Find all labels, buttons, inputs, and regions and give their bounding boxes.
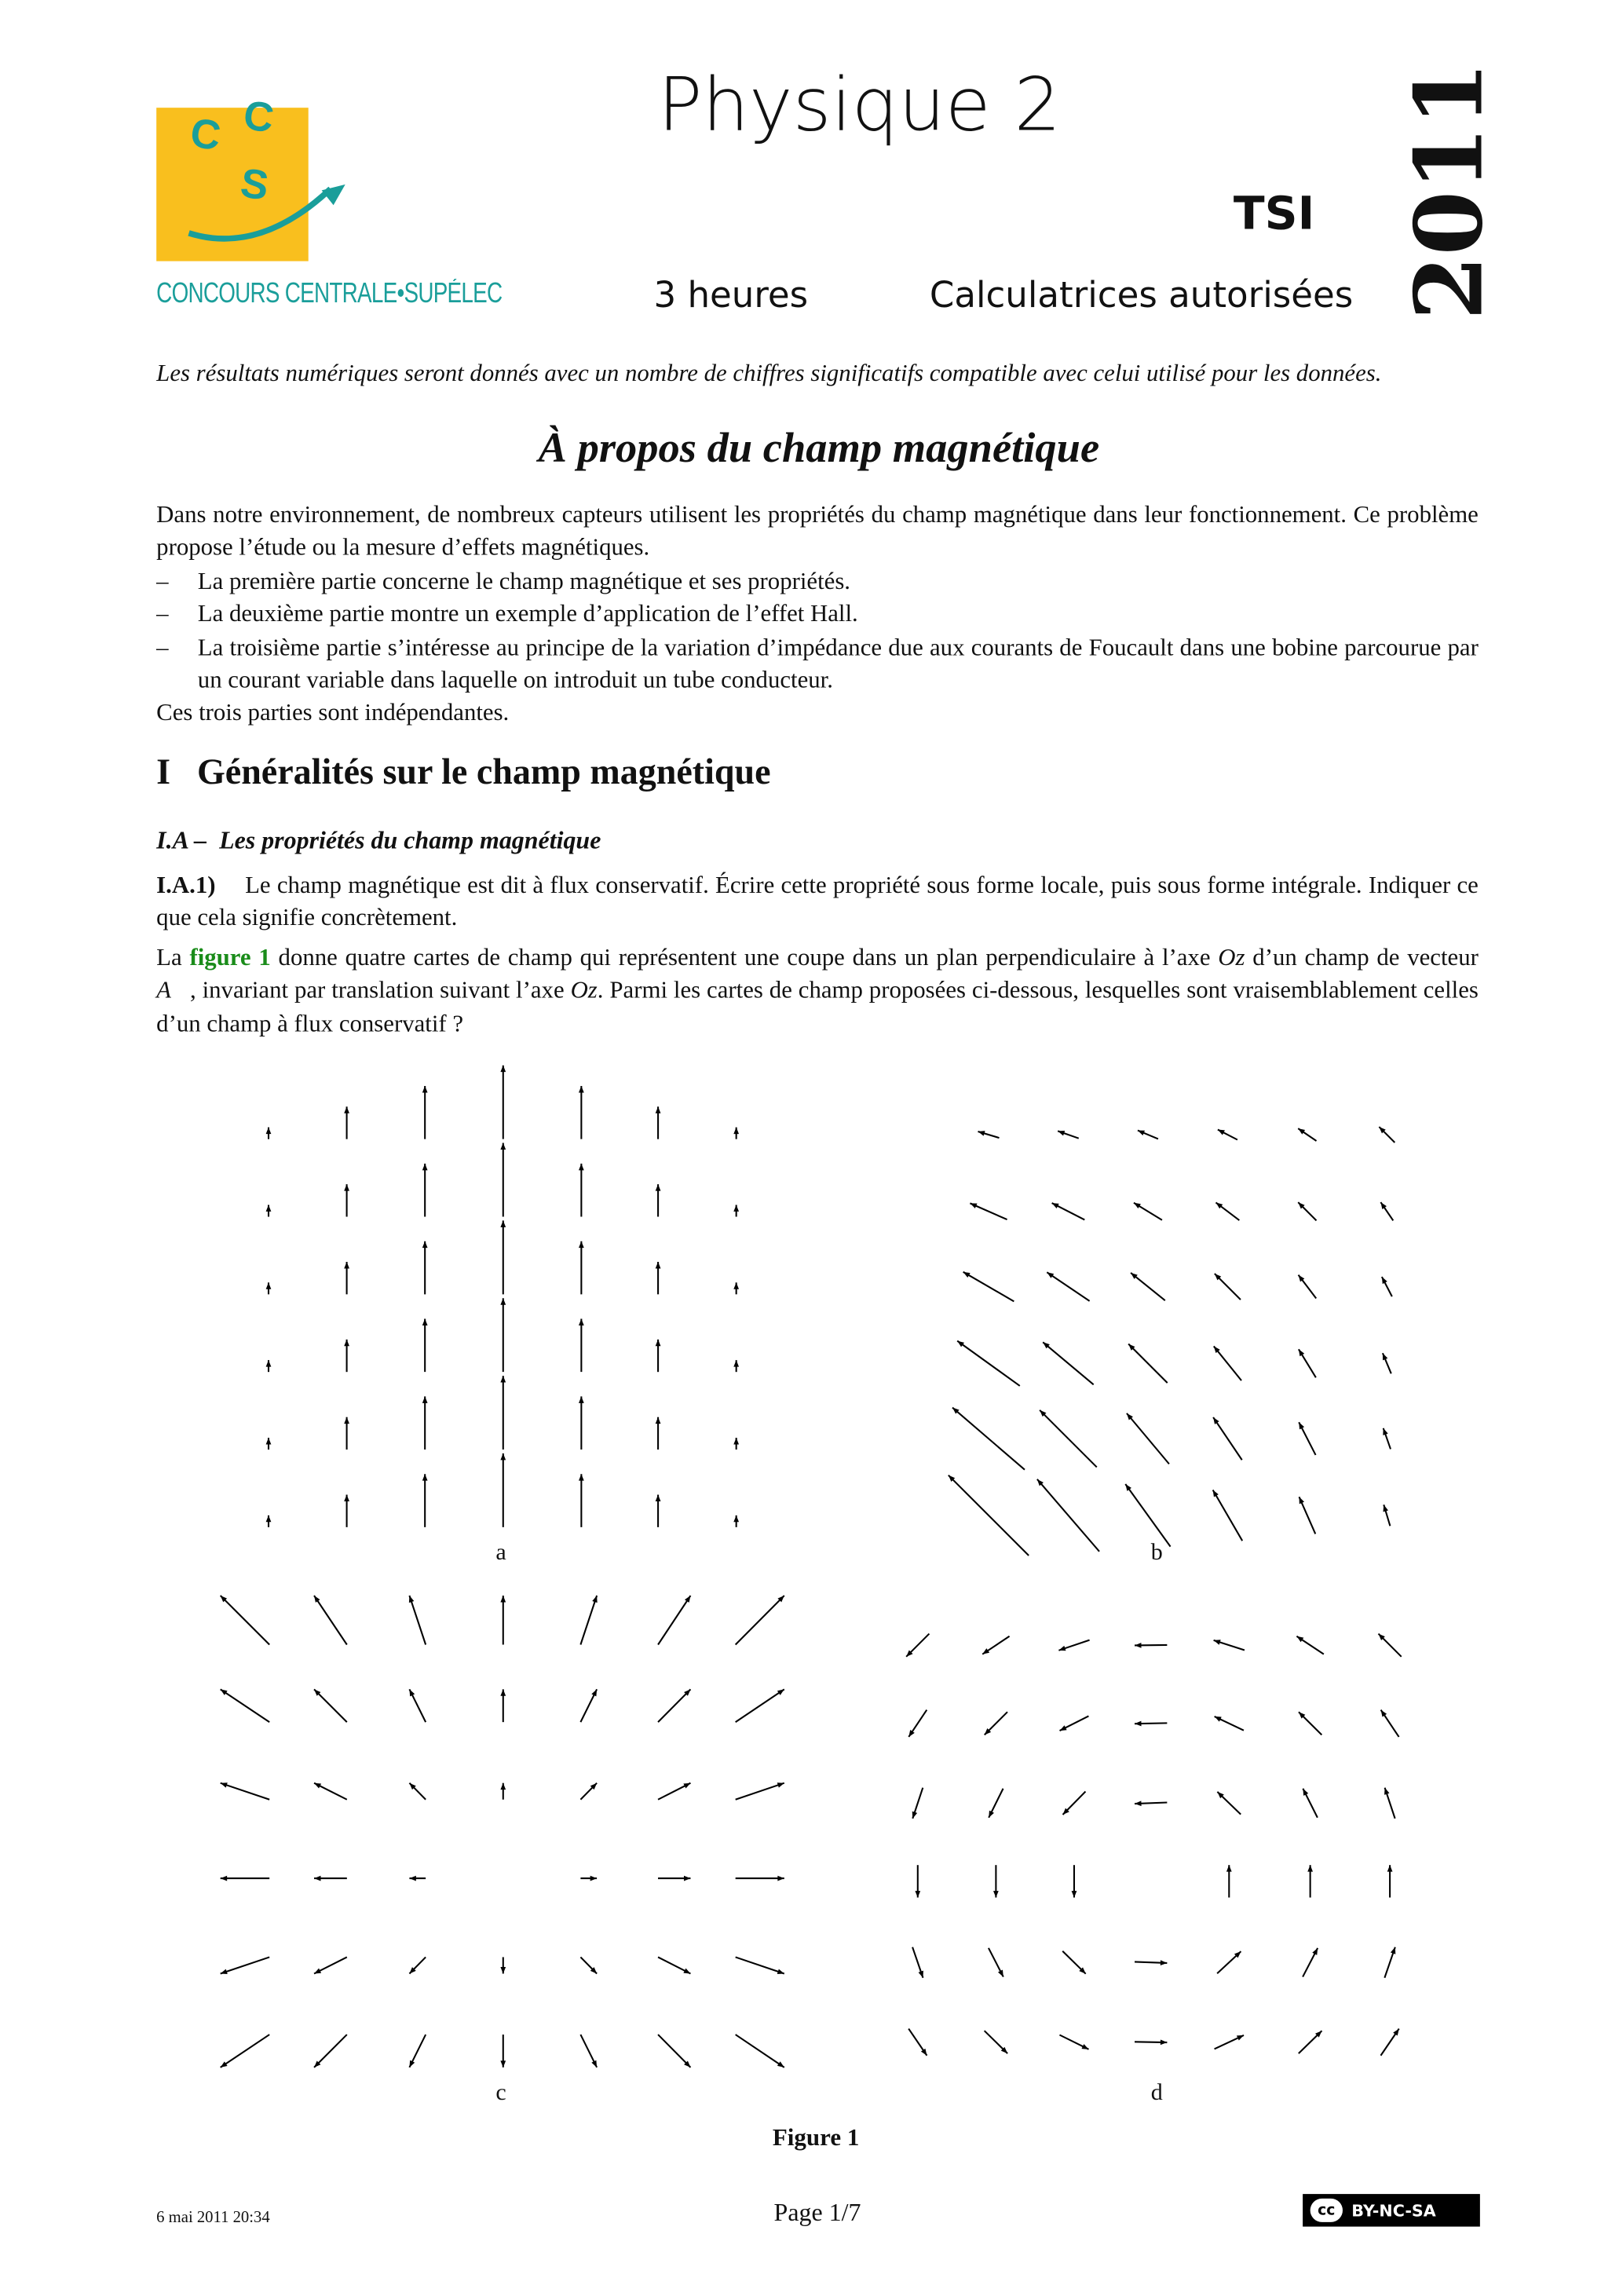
arrow-field-c <box>314 1957 347 1973</box>
text: donne quatre cartes de champ qui représentent une coupe dans un plan perpendiculaire à l’axe <box>270 942 1219 971</box>
arrow-field-a <box>656 1417 661 1450</box>
intro-closing: Ces trois parties sont indépendantes. <box>156 698 510 727</box>
arrow-field-c <box>736 1957 784 1974</box>
arrow-field-a <box>579 1241 584 1295</box>
arrow-field-c <box>314 1689 347 1722</box>
arrow-field-b <box>1213 1490 1243 1541</box>
arrow-field-a <box>579 1396 584 1450</box>
arrow-field-d <box>1135 1960 1167 1965</box>
arrow-field-d <box>1058 1640 1089 1651</box>
field-label-b: b <box>1150 1540 1163 1566</box>
arrow-field-c <box>500 1596 506 1644</box>
track-label: TSI <box>1233 187 1315 241</box>
subsection-title: Les propriétés du champ magnétique <box>219 826 601 854</box>
arrow-field-d <box>906 1634 929 1657</box>
arrow-field-b <box>1298 1202 1316 1220</box>
arrow-field-c <box>409 1596 426 1644</box>
arrow-field-c <box>221 1782 269 1800</box>
arrow-field-b <box>1127 1413 1169 1464</box>
arrow-field-a <box>500 1220 506 1294</box>
arrow-field-d <box>1135 1643 1167 1648</box>
arrow-field-a <box>266 1282 272 1294</box>
arrow-field-a <box>733 1205 739 1216</box>
arrow-field-b <box>1299 1349 1316 1377</box>
arrow-field-a <box>422 1241 428 1295</box>
arrow-field-b <box>1131 1273 1165 1300</box>
text: . Parmi les cartes de champ proposées ci-dessous, lesquelles sont vraisemblablement celles d’un champ à flux conservatif ? <box>156 975 1479 1037</box>
arrow-field-c <box>314 2035 347 2067</box>
math-oz: Oz <box>1218 942 1245 971</box>
arrow-field-a <box>266 1128 272 1139</box>
arrow-field-c <box>580 1783 597 1800</box>
arrow-field-d <box>1060 1716 1089 1731</box>
field-label-d: d <box>1150 2080 1163 2106</box>
arrow-field-a <box>422 1396 428 1450</box>
arrow-field-c <box>500 1957 506 1973</box>
arrow-field-d <box>1303 1789 1317 1818</box>
arrow-field-b <box>957 1341 1020 1386</box>
arrow-field-d <box>915 1865 920 1897</box>
arrow-field-d <box>1299 2031 1322 2053</box>
arrow-field-b <box>1299 1497 1316 1534</box>
arrow-field-d <box>1384 1947 1395 1978</box>
arrow-field-a <box>500 1376 506 1450</box>
arrow-field-b <box>1218 1130 1237 1140</box>
arrow-field-a <box>344 1495 349 1527</box>
arrow-field-a <box>733 1128 739 1139</box>
arrow-field-d <box>1303 1948 1318 1977</box>
arrow-field-d <box>1217 1792 1241 1815</box>
year: 2011 <box>1394 61 1504 320</box>
arrow-field-d <box>912 1788 923 1819</box>
arrow-field-d <box>1378 1634 1401 1657</box>
arrow-field-b <box>1134 1203 1162 1220</box>
arrow-field-c <box>658 1689 690 1722</box>
list-item-text: La troisième partie s’intéresse au principe de la variation d’impédance due aux courants de Foucault dans une bobine parcourue par un courant variable dans laquelle on introduit un tube conducteur. <box>197 632 1479 694</box>
arrow-field-d <box>1072 1865 1077 1897</box>
problem-title: À propos du champ magnétique <box>538 425 1100 473</box>
svg-text:C: C <box>187 109 224 160</box>
arrow-field-a <box>422 1164 428 1217</box>
arrow-field-b <box>1299 1275 1317 1299</box>
arrow-field-b <box>1215 1202 1239 1220</box>
arrow-field-a <box>422 1319 428 1373</box>
arrow-field-c <box>221 1689 269 1722</box>
arrow-field-d <box>985 1712 1007 1735</box>
arrow-field-a <box>500 1453 506 1527</box>
arrow-field-d <box>1307 1865 1313 1897</box>
subsection-number: I.A – <box>156 826 207 854</box>
arrow-field-a <box>344 1340 349 1372</box>
arrow-field-c <box>409 1689 426 1722</box>
arrow-field-c <box>409 2035 426 2067</box>
arrow-field-c <box>736 2035 784 2067</box>
arrow-field-b <box>1058 1131 1079 1139</box>
dash: – <box>156 599 169 628</box>
arrow-field-a <box>733 1360 739 1372</box>
arrow-field-a <box>500 1143 506 1217</box>
instructions-note: Les résultats numériques seront donnés avec un nombre de chiffres significatifs compatible avec celui utilisé pour les données. <box>156 358 1382 387</box>
arrow-field-b <box>1043 1342 1093 1384</box>
intro-paragraph: Dans notre environnement, de nombreux capteurs utilisent les propriétés du champ magnétique dans leur fonctionnement. Ce problème propose l’étude ou la mesure d’effets magnétiques. <box>156 500 1479 561</box>
arrow-field-b <box>1215 1274 1241 1300</box>
arrow-field-c <box>314 1596 347 1644</box>
arrow-field-a <box>579 1474 584 1527</box>
arrow-field-a <box>733 1282 739 1294</box>
arrow-field-d <box>989 1948 1003 1977</box>
arrow-field-d <box>1135 1801 1167 1806</box>
arrow-field-d <box>1214 1640 1245 1650</box>
arrow-field-d <box>982 1636 1009 1654</box>
arrow-field-a <box>344 1417 349 1450</box>
arrow-field-d <box>1226 1865 1232 1897</box>
arrow-field-b <box>1380 1202 1393 1220</box>
arrow-field-c <box>658 2035 690 2067</box>
field-label-a: a <box>495 1540 506 1566</box>
arrow-field-d <box>912 1947 923 1978</box>
arrow-field-d <box>908 2029 927 2056</box>
arrow-field-c <box>409 1876 426 1881</box>
arrow-field-d <box>1063 1792 1086 1815</box>
arrow-field-b <box>1047 1272 1089 1301</box>
arrow-field-a <box>266 1360 272 1372</box>
arrow-field-b <box>949 1475 1029 1556</box>
arrow-field-b <box>1213 1417 1242 1460</box>
list-item-text: La première partie concerne le champ magnétique et ses propriétés. <box>197 566 851 594</box>
arrow-field-a <box>422 1086 428 1139</box>
arrow-field-d <box>989 1789 1003 1818</box>
arrow-field-c <box>736 1596 784 1644</box>
arrow-field-c <box>221 1596 269 1644</box>
arrow-field-b <box>1383 1353 1391 1373</box>
arrow-field-a <box>656 1262 661 1294</box>
arrow-field-b <box>1214 1346 1241 1380</box>
arrow-field-c <box>736 1782 784 1800</box>
logo-text: CONCOURS CENTRALE•SUPÉLEC <box>156 279 503 310</box>
calculator-policy: Calculatrices autorisées <box>929 274 1354 316</box>
arrow-field-b <box>1128 1344 1168 1383</box>
license-badge[interactable] <box>1303 2194 1479 2226</box>
section-number: I <box>156 752 171 793</box>
arrow-field-c <box>409 1957 426 1973</box>
arrow-field-c <box>736 1689 784 1722</box>
arrow-field-a <box>422 1474 428 1527</box>
arrow-field-c <box>658 1783 690 1800</box>
arrow-field-c <box>409 1783 426 1800</box>
arrow-field-c <box>580 1957 597 1973</box>
question-text: Le champ magnétique est dit à flux conservatif. Écrire cette propriété sous forme locale, puis sous forme intégrale. Indiquer ce que cela signifie concrètement. <box>156 870 1479 932</box>
section-title: Généralités sur le champ magnétique <box>196 752 771 793</box>
arrow-field-c <box>736 1876 784 1881</box>
arrow-field-b <box>1383 1504 1390 1526</box>
arrow-field-c <box>314 1876 347 1881</box>
arrow-field-c <box>580 1689 597 1722</box>
arrow-field-a <box>266 1205 272 1216</box>
arrow-field-d <box>1380 2029 1398 2056</box>
arrow-field-b <box>1383 1428 1391 1450</box>
arrow-field-b <box>1037 1479 1099 1552</box>
arrow-field-d <box>1059 2035 1088 2049</box>
arrow-field-c <box>580 1596 597 1644</box>
arrow-field-a <box>656 1340 661 1372</box>
arrow-field-d <box>1062 1951 1085 1974</box>
arrow-field-b <box>1125 1484 1170 1547</box>
duration: 3 heures <box>653 274 809 316</box>
arrow-field-d <box>1135 1721 1167 1727</box>
arrow-field-b <box>952 1408 1025 1470</box>
arrow-field-a <box>579 1319 584 1373</box>
arrow-field-b <box>963 1272 1014 1302</box>
footer-date: 6 mai 2011 20:34 <box>156 2209 270 2227</box>
arrow-field-d <box>993 1865 999 1897</box>
arrow-field-a <box>266 1515 272 1527</box>
arrow-field-d <box>1381 1710 1399 1737</box>
text: La <box>156 942 190 971</box>
dash: – <box>156 566 169 594</box>
svg-text:C: C <box>240 91 277 142</box>
arrow-field-d <box>1384 1788 1395 1819</box>
arrow-field-b <box>1052 1203 1085 1219</box>
arrow-field-d <box>985 2031 1008 2053</box>
arrow-field-b <box>1299 1422 1315 1455</box>
arrow-field-b <box>978 1131 999 1138</box>
arrow-field-c <box>658 1876 690 1881</box>
arrow-field-a <box>656 1184 661 1216</box>
arrow-field-c <box>658 1957 690 1973</box>
arrow-field-d <box>1215 2035 1244 2049</box>
arrow-field-c <box>500 2035 506 2067</box>
arrow-field-c <box>580 2035 597 2067</box>
arrow-field-c <box>500 1783 506 1800</box>
arrow-field-d <box>1215 1717 1244 1731</box>
arrow-field-d <box>908 1710 927 1737</box>
text: d’un champ de vecteur <box>1245 942 1479 971</box>
license-text: BY-NC-SA <box>1351 2200 1436 2221</box>
arrow-field-a <box>579 1164 584 1217</box>
arrow-field-b <box>1379 1127 1395 1143</box>
math-vector-a: A⃗ <box>156 975 190 1004</box>
cc-icon: cc <box>1310 2199 1343 2222</box>
arrow-field-a <box>344 1262 349 1294</box>
question-number: I.A.1) <box>156 870 216 899</box>
arrow-field-c <box>221 1957 269 1974</box>
arrow-field-b <box>1382 1277 1392 1296</box>
arrow-field-a <box>733 1438 739 1450</box>
figure-caption: Figure 1 <box>772 2123 860 2152</box>
arrow-field-d <box>1135 2040 1167 2046</box>
arrow-field-d <box>1387 1865 1393 1897</box>
figure-link[interactable]: figure 1 <box>189 942 271 971</box>
arrow-field-a <box>266 1438 272 1450</box>
arrow-field-d <box>1299 1712 1321 1735</box>
arrow-field-a <box>656 1495 661 1527</box>
arrow-field-d <box>1217 1951 1241 1973</box>
arrow-field-a <box>500 1298 506 1372</box>
arrow-field-a <box>579 1086 584 1139</box>
arrow-field-a <box>344 1106 349 1139</box>
arrow-field-a <box>733 1515 739 1527</box>
arrow-field-a <box>344 1184 349 1216</box>
arrow-field-a <box>500 1066 506 1139</box>
arrow-field-c <box>314 1783 347 1800</box>
arrow-field-b <box>1138 1131 1158 1139</box>
dash: – <box>156 632 169 661</box>
arrow-field-c <box>221 1876 269 1881</box>
arrow-field-c <box>658 1596 690 1644</box>
arrow-field-c <box>580 1876 597 1881</box>
arrow-field-a <box>656 1106 661 1139</box>
text: , invariant par translation suivant l’axe <box>189 975 571 1004</box>
arrow-field-d <box>1296 1636 1323 1654</box>
math-oz: Oz <box>570 975 598 1004</box>
arrow-field-c <box>500 1689 506 1722</box>
svg-text:S: S <box>237 159 272 210</box>
field-label-c: c <box>495 2080 506 2106</box>
arrow-field-c <box>221 2035 269 2067</box>
arrow-field-b <box>1298 1128 1316 1141</box>
exam-title: Physique 2 <box>657 61 1062 148</box>
list-item-text: La deuxième partie montre un exemple d’application de l’effet Hall. <box>197 599 858 628</box>
arrow-field-b <box>970 1203 1007 1219</box>
arrow-field-b <box>1040 1410 1097 1468</box>
page-number: Page 1/7 <box>773 2198 861 2227</box>
